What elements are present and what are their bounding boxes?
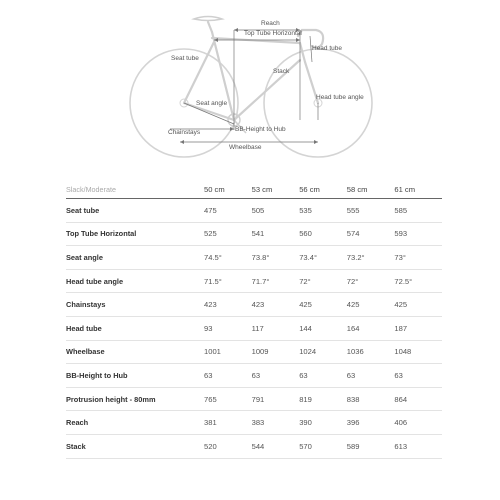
table-cell: 72° (299, 269, 347, 293)
table-cell: 425 (299, 293, 347, 317)
table-row (66, 293, 442, 317)
table-cell: 475 (204, 199, 252, 223)
table-cell: 425 (347, 293, 395, 317)
table-cell: 1048 (394, 340, 442, 364)
table-cell: 187 (394, 316, 442, 340)
row-label: Wheelbase (66, 340, 204, 364)
table-cell: 73.2° (347, 246, 395, 270)
row-label: Head tube angle (66, 269, 204, 293)
label-wheelbase: Wheelbase (229, 144, 262, 151)
size-column-header: 56 cm (299, 181, 347, 199)
table-cell: 74.5° (204, 246, 252, 270)
table-row (66, 316, 442, 340)
label-head-tube-angle: Head tube angle (316, 94, 364, 101)
row-label: Chainstays (66, 293, 204, 317)
size-column-header: 50 cm (204, 181, 252, 199)
table-cell: 838 (347, 387, 395, 411)
table-row (66, 387, 442, 411)
row-label: Seat angle (66, 246, 204, 270)
table-cell: 505 (252, 199, 300, 223)
table-cell: 423 (204, 293, 252, 317)
table-cell: 63 (299, 364, 347, 388)
table-row (66, 199, 442, 223)
label-head-tube: Head tube (312, 45, 342, 52)
label-bb-height-to-hub: BB-Height to Hub (235, 126, 286, 133)
table-cell: 423 (252, 293, 300, 317)
row-label: BB-Height to Hub (66, 364, 204, 388)
table-cell: 117 (252, 316, 300, 340)
table-row (66, 411, 442, 435)
table-cell: 541 (252, 222, 300, 246)
table-cell: 560 (299, 222, 347, 246)
table-body (66, 199, 442, 459)
table-cell: 71.7° (252, 269, 300, 293)
table-cell: 383 (252, 411, 300, 435)
table-cell: 93 (204, 316, 252, 340)
table-cell: 791 (252, 387, 300, 411)
label-reach: Reach (261, 20, 280, 27)
table-cell: 520 (204, 434, 252, 458)
table-cell: 864 (394, 387, 442, 411)
table-variant-label: Slack/Moderate (66, 181, 204, 199)
table-cell: 381 (204, 411, 252, 435)
row-label: Reach (66, 411, 204, 435)
table-cell: 544 (252, 434, 300, 458)
table-cell: 570 (299, 434, 347, 458)
geometry-table (66, 181, 442, 459)
table-cell: 72.5° (394, 269, 442, 293)
label-chainstays: Chainstays (168, 129, 201, 136)
table-cell: 535 (299, 199, 347, 223)
table-cell: 164 (347, 316, 395, 340)
row-label: Top Tube Horizontal (66, 222, 204, 246)
table-cell: 73° (394, 246, 442, 270)
table-cell: 574 (347, 222, 395, 246)
table-row (66, 434, 442, 458)
bike-geometry-diagram (0, 0, 500, 165)
table-cell: 63 (347, 364, 395, 388)
table-cell: 144 (299, 316, 347, 340)
table-cell: 1024 (299, 340, 347, 364)
label-seat-angle: Seat angle (196, 100, 228, 107)
table-row (66, 222, 442, 246)
table-cell: 71.5° (204, 269, 252, 293)
table-cell: 1036 (347, 340, 395, 364)
table-cell: 589 (347, 434, 395, 458)
table-cell: 425 (394, 293, 442, 317)
row-label: Stack (66, 434, 204, 458)
row-label: Head tube (66, 316, 204, 340)
size-column-header: 61 cm (394, 181, 442, 199)
table-cell: 555 (347, 199, 395, 223)
table-cell: 525 (204, 222, 252, 246)
table-cell: 819 (299, 387, 347, 411)
table-cell: 1001 (204, 340, 252, 364)
table-cell: 73.4° (299, 246, 347, 270)
table-cell: 73.8° (252, 246, 300, 270)
table-row (66, 364, 442, 388)
label-seat-tube: Seat tube (171, 55, 199, 62)
label-top-tube-horizontal: Top Tube Horizontal (244, 30, 302, 37)
size-column-header: 53 cm (252, 181, 300, 199)
table-row (66, 269, 442, 293)
table-cell: 63 (394, 364, 442, 388)
table-header (66, 181, 442, 199)
row-label: Protrusion height - 80mm (66, 387, 204, 411)
table-row (66, 340, 442, 364)
table-cell: 765 (204, 387, 252, 411)
row-label: Seat tube (66, 199, 204, 223)
size-column-header: 58 cm (347, 181, 395, 199)
label-stack: Stack (273, 68, 290, 75)
table-cell: 585 (394, 199, 442, 223)
table-cell: 593 (394, 222, 442, 246)
table-row (66, 246, 442, 270)
table-cell: 63 (252, 364, 300, 388)
table-cell: 390 (299, 411, 347, 435)
table-cell: 72° (347, 269, 395, 293)
table-cell: 613 (394, 434, 442, 458)
table-cell: 406 (394, 411, 442, 435)
table-cell: 396 (347, 411, 395, 435)
table-cell: 63 (204, 364, 252, 388)
table-cell: 1009 (252, 340, 300, 364)
